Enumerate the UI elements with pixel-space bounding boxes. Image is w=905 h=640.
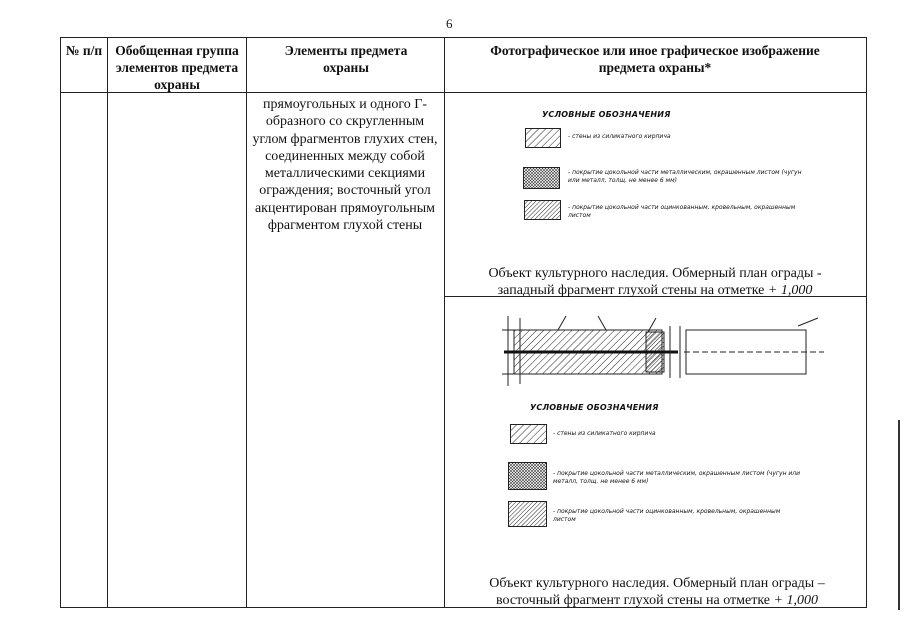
- legend-item-brick-top: - стены из силикатного кирпича: [568, 133, 671, 140]
- table-top-border: [60, 37, 866, 38]
- table-left-border: [60, 37, 61, 608]
- caption-top-level: + 1,000: [767, 283, 813, 298]
- floor-plan-drawing: [498, 312, 828, 388]
- caption-bottom-text: Объект культурного наследия. Обмерный план ограды – восточный фрагмент глухой стены на отметке: [489, 576, 825, 608]
- legend-title-top: УСЛОВНЫЕ ОБОЗНАЧЕНИЯ: [542, 110, 671, 119]
- header-image: Фотографическое или иное графическое изображение предмета охраны*: [490, 43, 820, 75]
- col-divider-1: [107, 37, 108, 608]
- legend-item-metal-bottom: - покрытие цокольной части металлическим, окрашенным листом (чугун или металл, толщ. не менее 6 мм): [553, 470, 801, 485]
- legend-swatch-metal-bottom: [508, 462, 547, 490]
- header-number: № п/п: [65, 43, 103, 58]
- legend-item-brick-bottom: - стены из силикатного кирпича: [553, 430, 656, 437]
- legend-swatch-brick-top: [525, 128, 561, 148]
- page-number: 6: [446, 16, 453, 31]
- legend-item-zinc-top: - покрытие цокольной части оцинкованным, кровельным, окрашенным листом: [568, 204, 796, 219]
- figure-caption-bottom: [466, 575, 848, 609]
- legend-title-bottom: УСЛОВНЫЕ ОБОЗНАЧЕНИЯ: [530, 403, 659, 412]
- scan-edge-mark: [898, 420, 900, 610]
- legend-item-zinc-bottom: - покрытие цокольной части оцинкованным, кровельным, окрашенным листом: [553, 508, 781, 523]
- header-elements: Элементы предмета охраны: [284, 43, 408, 75]
- legend-item-metal-top: - покрытие цокольной части металлическим, окрашенным листом (чугун или металл, толщ. не менее 6 мм): [568, 169, 802, 184]
- elements-description: прямоугольных и одного Г-образного со скругленным углом фрагментов глухих стен, соединенных между собой металлическими секциями ограждения; восточный угол акцентирован прямоугольным фрагментом глухой стены: [252, 97, 438, 234]
- figure-caption-top: [470, 265, 840, 299]
- legend-swatch-zinc-top: [524, 200, 561, 220]
- header-group: Обобщенная группа элементов предмета охраны: [115, 43, 239, 92]
- legend-swatch-zinc-bottom: [508, 501, 547, 527]
- caption-bottom-level: + 1,000: [773, 593, 818, 608]
- table-right-border: [866, 37, 867, 608]
- caption-top-text: Объект культурного наследия. Обмерный план ограды - западный фрагмент глухой стены на отметке: [488, 266, 822, 298]
- legend-swatch-brick-bottom: [510, 424, 547, 444]
- legend-swatch-metal-top: [523, 167, 560, 189]
- col-divider-2: [246, 37, 247, 608]
- col-divider-3: [444, 37, 445, 608]
